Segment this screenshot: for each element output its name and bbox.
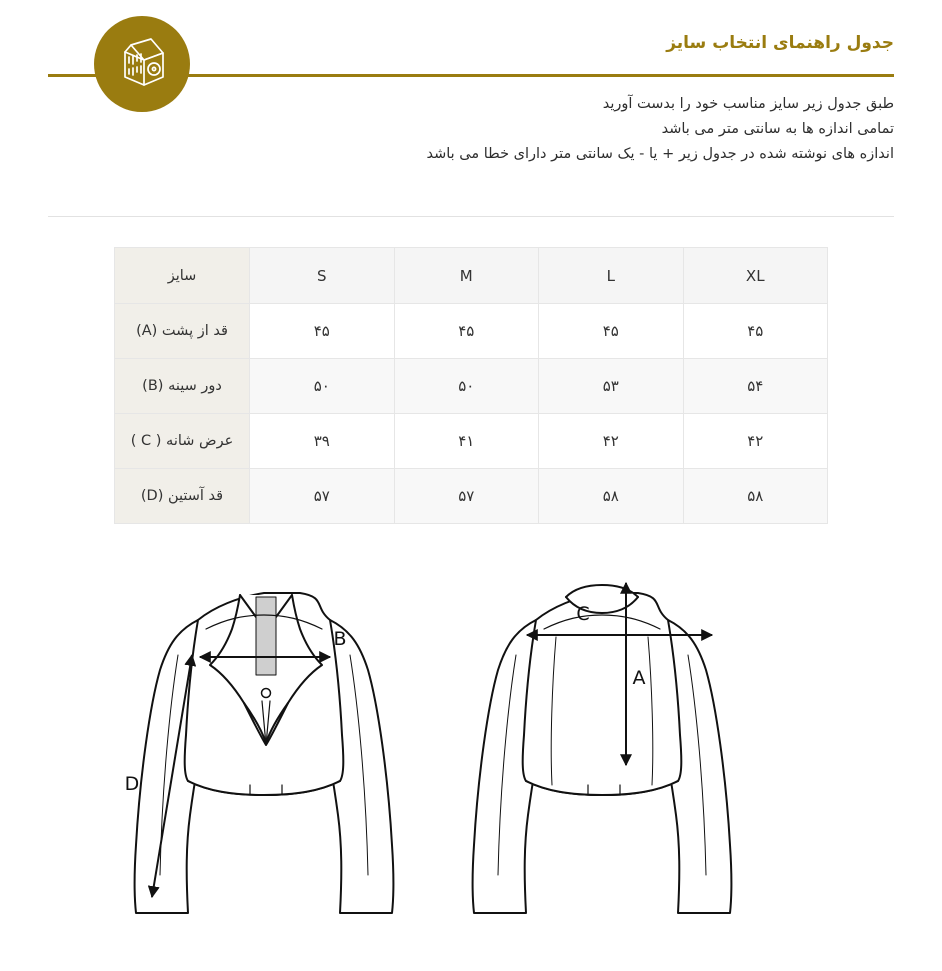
column-header-l: L <box>539 248 684 304</box>
table-row <box>115 414 828 469</box>
dimension-label-d: D <box>124 773 140 795</box>
garment-illustration <box>0 545 942 965</box>
cell-sleeve-m: ۵۷ <box>394 469 539 524</box>
cell-shoulder-m: ۴۱ <box>394 414 539 469</box>
section-divider <box>48 216 894 217</box>
column-header-size: سایز <box>115 248 250 304</box>
page-title: جدول راهنمای انتخاب سایز <box>660 33 894 53</box>
page-header <box>0 0 942 200</box>
column-header-m: M <box>394 248 539 304</box>
column-header-xl: XL <box>683 248 828 304</box>
cell-shoulder-s: ۳۹ <box>250 414 395 469</box>
cell-shoulder-xl: ۴۲ <box>683 414 828 469</box>
cell-back-length-s: ۴۵ <box>250 304 395 359</box>
cell-sleeve-l: ۵۸ <box>539 469 684 524</box>
cell-sleeve-s: ۵۷ <box>250 469 395 524</box>
intro-line-3: اندازه های نوشته شده در جدول زیر + یا - یک سانتی متر دارای خطا می باشد <box>426 146 894 162</box>
jacket-front-view <box>135 593 394 913</box>
table-row <box>115 469 828 524</box>
cell-back-length-m: ۴۵ <box>394 304 539 359</box>
intro-line-2: تمامی اندازه ها به سانتی متر می باشد <box>661 121 894 137</box>
column-header-s: S <box>250 248 395 304</box>
cell-sleeve-xl: ۵۸ <box>683 469 828 524</box>
row-label-back-length: قد از پشت (A) <box>115 304 250 359</box>
cell-chest-l: ۵۳ <box>539 359 684 414</box>
size-table <box>114 247 828 524</box>
cell-chest-s: ۵۰ <box>250 359 395 414</box>
cell-back-length-xl: ۴۵ <box>683 304 828 359</box>
size-table-head <box>115 248 828 304</box>
row-label-shoulder: عرض شانه ( C ) <box>115 414 250 469</box>
measuring-tape-icon <box>94 16 190 112</box>
dimension-label-c: C <box>576 603 590 625</box>
table-header-row <box>115 248 828 304</box>
cell-back-length-l: ۴۵ <box>539 304 684 359</box>
dimension-label-a: A <box>632 667 646 689</box>
intro-line-1: طبق جدول زیر سایز مناسب خود را بدست آورید <box>602 96 894 112</box>
dimension-label-b: B <box>333 628 347 650</box>
cell-chest-xl: ۵۴ <box>683 359 828 414</box>
table-row <box>115 359 828 414</box>
size-table-body <box>115 304 828 524</box>
intro-text <box>194 92 894 167</box>
size-table-container <box>114 247 828 524</box>
cell-chest-m: ۵۰ <box>394 359 539 414</box>
cell-shoulder-l: ۴۲ <box>539 414 684 469</box>
row-label-sleeve: قد آستین (D) <box>115 469 250 524</box>
table-row <box>115 304 828 359</box>
row-label-chest: دور سینه (B) <box>115 359 250 414</box>
